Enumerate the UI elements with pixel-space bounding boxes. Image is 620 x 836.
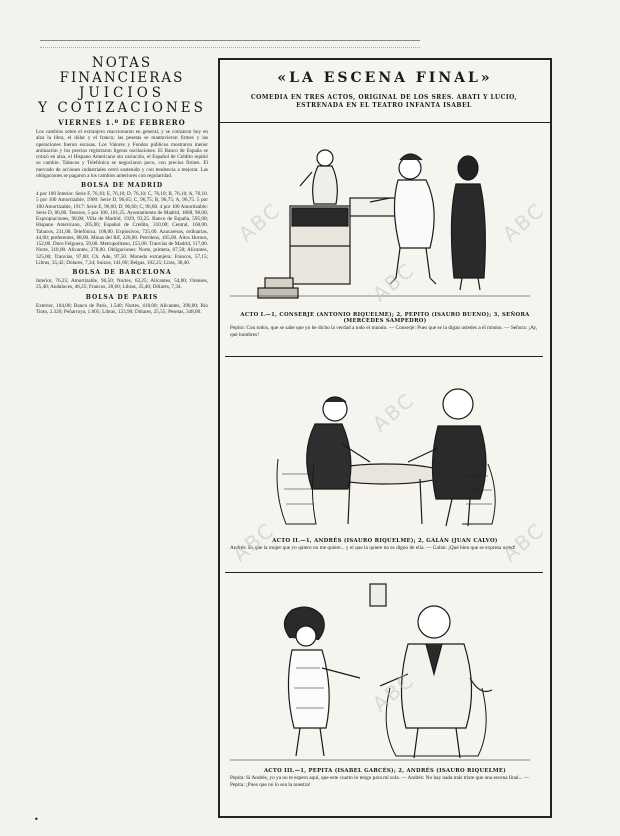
header-rule (40, 40, 420, 48)
cartoon-panel-2 (230, 364, 540, 534)
intro-text: Los cambios sobre el extranjero reaccionaron en general, y se cotizaron hoy en alza la libra, el dólar y el franco; las pesetas se mantuvieron firmes y las operaciones fueron escasas. Los Valores y Fondos públicos mostraron menor animación y los precios registraron ligeras oscilaciones. El Banco de España se cotizó en alza, el Hispano Americano sin variación, el Español de Crédito repitió su cambio. Tabacos y Telefónica se negociaron poco, con precios firmes. El mercado de acciones industriales cerró sostenido y con tendencia a mejorar. Las obligaciones se pagaron a los cambios anteriores con regularidad. (36, 129, 208, 179)
issue-date: VIERNES 1.º DE FEBRERO (58, 118, 186, 127)
cartoon-armchair-scene-illustration (230, 578, 540, 764)
divider-2 (225, 572, 543, 573)
abc-watermark: ABC (367, 387, 420, 437)
section-title-madrid: BOLSA DE MADRID (80, 182, 164, 189)
caption2-dialogue: Andrés: Es que la mujer que yo quiero no me quiere... y el que la quiere no es digno de ella. — Galán: ¡Qué bien que se expresa usted! (230, 545, 516, 551)
section-text-madrid: 4 por 100 Interior. Serie F, 76,10; E, 76,10; D, 76,10; C, 76,10; B, 76,10; A, 76,10. 5 por 100 Amortizable, 1900: Serie D, 96,65; C, 96,75; B, 96,75; A, 96,75. 5 por 100 Amortizable, 1917: Serie E, 96,60; D, 96,60; C, 96,60. 4 por 100 Amortizable: Serie D, 86,00. Tesoros, 5 por 100, 101,25. Ayuntamiento de Madrid, 1868, 98,00; Expropiaciones, 98,00; Villa de Madrid, 1929, 93,25. Banco de España, 595,00; Hispano Americano, 205,00; Español de Crédito, 310,00; Central, 160,00. Tabacos, 231,00. Telefónica, 108,00. Explosivos, 725,00. Azucareras, ordinarias, 44,00; preferentes, 88,00. Minas del Rif, 226,00. Petróleos, 105,00. Altos Hornos, 152,00. Duro Felguera, 59,00. Metropolitano, 155,00. Tranvías de Madrid, 117,00. Norte, 318,00. Alicantes, 278,00. Obligaciones: Norte, primera, 67,50; Alicantes, 325,00; Tranvías, 97,00; Ch. Ade, 97,50. Moneda extranjera: Francos, 57,15; Libras, 35,42; Dólares, 7,34; Suizos, 141,60; Belgas, 102,25; Liras, 38,40. (36, 191, 208, 266)
section-title-barcelona: BOLSA DE BARCELONA (72, 269, 172, 276)
heading-notas-financieras: NOTAS FINANCIERAS (59, 56, 185, 86)
abc-watermark: ABC (497, 517, 550, 567)
heading-juicios: JUICIOS (78, 85, 166, 101)
abc-watermark: ABC (497, 197, 550, 247)
section-text-barcelona: Interior, 76,25; Amortizable, 96,50; Nortes, 63,25; Alicantes, 54,80; Orenses, 25,40; Andaluces, 46,25; Francos, 28,60; Libras, 35,40; Dólares, 7,34. (36, 278, 208, 291)
caption3-cast: ACTO III.—1, PEPITA (ISABEL GARCÉS); 2, ANDRÉS (ISAURO RIQUELME) (263, 768, 507, 774)
caption-panel-1 (230, 312, 540, 338)
title-band (220, 60, 550, 123)
cartoon-card-table-illustration (230, 364, 540, 534)
caption2-cast: ACTO II.—1, ANDRÉS (ISAURO RIQUELME); 2, GALÁN (JUAN CALVO) (272, 538, 498, 544)
caption-panel-2 (230, 538, 540, 552)
abc-watermark: ABC (233, 197, 286, 247)
section-text-paris: Exterior, 104,00; Banco de París, 1.540; Nortes, 418,00; Alicantes, 390,00; Río Tinto, 2.320; Peñarroya, 1.005; Libras, 123,90; Dólares, 25,55; Pesetas, 348,00. (36, 302, 208, 315)
cartoon-panel-3 (230, 578, 540, 764)
heading-cotizaciones: Y COTIZACIONES (38, 100, 206, 116)
page-bullet: • (34, 815, 39, 824)
abc-watermark: ABC (227, 517, 280, 567)
financial-notes-column (36, 56, 208, 816)
caption1-cast: ACTO I.—1, CONSERJE (ANTONIO RIQUELME); 2, PEPITO (ISAURO BUENO); 3, SEÑORA (MERCEDES SAMPEDRO) (240, 312, 530, 324)
divider-1 (225, 356, 543, 357)
theater-review-box (218, 58, 552, 818)
play-title: «LA ESCENA FINAL» (277, 70, 493, 86)
play-subtitle: COMEDIA EN TRES ACTOS, ORIGINAL DE LOS SRES. ABATI Y LUCIO, ESTRENADA EN EL TEATRO INFANTA ISABEL (250, 94, 518, 109)
caption-panel-3 (230, 768, 540, 788)
caption3-dialogue: Pepita: Si Andrés, yo ya no te espero aquí, que este cuarto lo tengo para mí sola. — Andrés: No hay nada más triste que una escena final... — Pepita: ¡Pues que no lo sea la nuestra! (230, 775, 530, 788)
abc-watermark: ABC (367, 667, 420, 717)
section-title-paris: BOLSA DE PARIS (85, 293, 159, 301)
caption1-dialogue: Pepito: Con todos, que se sabe que yo he dicho la verdad a todo el mundo. — Conserje: Pues que se la digan ustedes a él mismo. — Señora: ¡Ay, qué hombres! (230, 325, 538, 338)
abc-watermark: ABC (367, 257, 420, 307)
